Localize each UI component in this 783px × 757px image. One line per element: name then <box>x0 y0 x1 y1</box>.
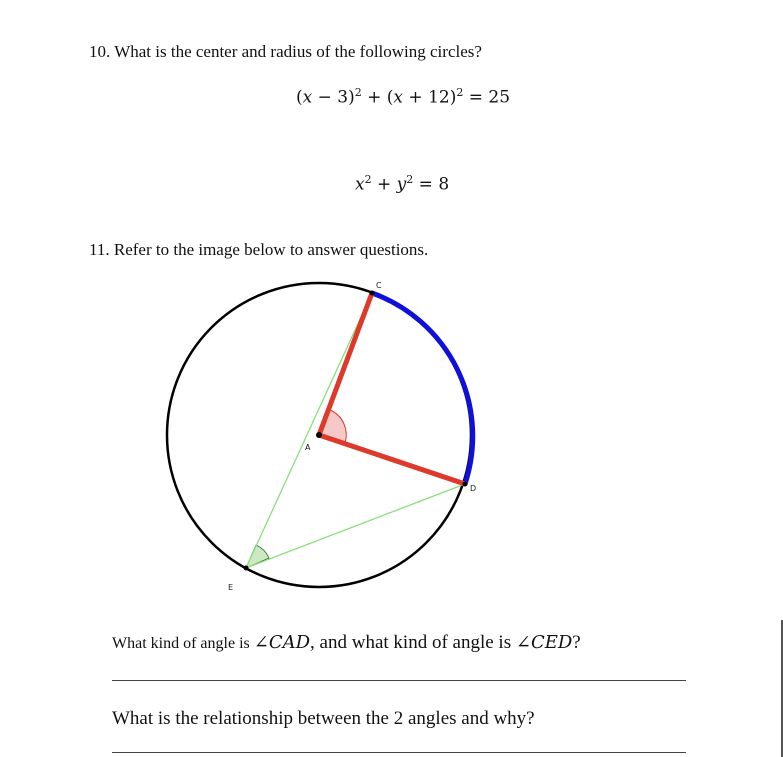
label-c: C <box>376 281 382 290</box>
radius-ac <box>319 293 372 435</box>
label-a: A <box>305 443 311 452</box>
radius-ad <box>319 435 465 484</box>
sub-question-relationship: What is the relationship between the 2 angles and why? <box>112 708 535 729</box>
point-e <box>244 566 249 571</box>
equation-circle-1: $(x - 3)^2 + (x + 12)^2 = 25$ <box>296 86 511 108</box>
sub-question-angle-types: What kind of angle is ∠CAD, and what kind of angle is ∠CED? <box>112 632 581 653</box>
point-a <box>316 432 322 438</box>
question-11-prompt: 11. Refer to the image below to answer questions. <box>89 240 429 259</box>
equation-circle-2: $x^2 + y^2 = 8$ <box>355 173 450 195</box>
point-d <box>463 482 468 487</box>
label-d: D <box>470 484 477 493</box>
label-e: E <box>228 583 234 592</box>
question-10-prompt: 10. What is the center and radius of the following circles? <box>89 42 482 61</box>
point-c <box>370 291 375 296</box>
answer-line-2[interactable] <box>112 752 686 753</box>
inscribed-angle-marker <box>246 545 269 568</box>
answer-line-1[interactable] <box>112 680 686 681</box>
